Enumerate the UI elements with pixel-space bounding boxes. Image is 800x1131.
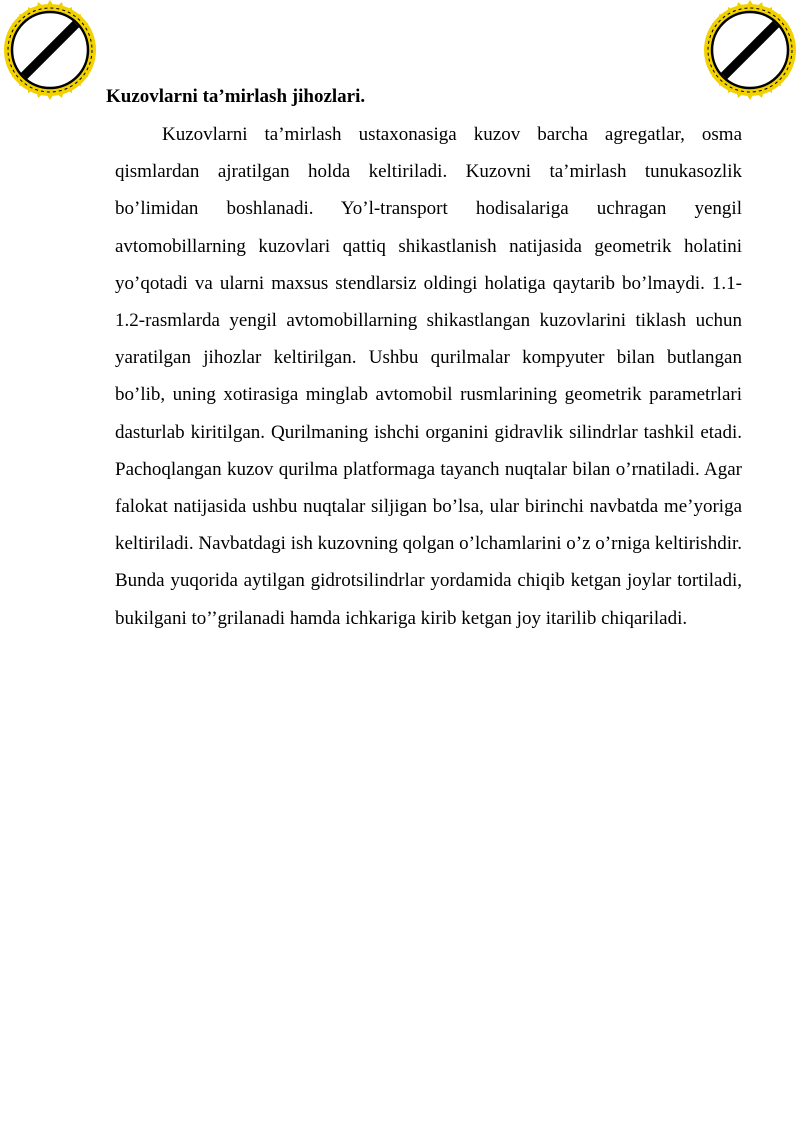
section-heading: Kuzovlarni ta’mirlash jihozlari. [106,86,366,107]
sticker-badge-left-icon [0,0,100,100]
body-paragraph: Kuzovlarni ta’mirlash ustaxonasiga kuzov barcha agregatlar, osma qismlardan ajratilgan holda keltiriladi. Kuzovni ta’mirlash tunukasozlik bo’limidan boshlanadi. Yo’l-transport hodisalariga uchragan yengil avtomobillarning kuzovlari qattiq shikastlanish natijasida geometrik holatini yo’qotadi va ularni maxsus stendlarsiz oldingi holatiga qaytarib bo’lmaydi. 1.1-1.2-rasmlarda yengil avtomobillarning shikastlangan kuzovlarini tiklash uchun yaratilgan jihozlar keltirilgan. Ushbu qurilmalar kompyuter bilan butlangan bo’lib, uning xotirasiga minglab avtomobil rusmlarining geometrik parametrlari dasturlab kiritilgan. Qurilmaning ishchi organini gidravlik silindrlar tashkil etadi. Pachoqlangan kuzov qurilma platformaga tayanch nuqtalar bilan o’rnatiladi. Agar falokat natijasida ushbu nuqtalar siljigan bo’lsa, ular birinchi navbatda me’yoriga keltiriladi. Navbatdagi ish kuzovning qolgan o’lchamlarini o’z o’rniga keltirishdir. Bunda yuqorida aytilgan gidrotsilindrlar yordamida chiqib ketgan joylar tortiladi, bukilgani to’’grilanadi hamda ichkariga kirib ketgan joy itarilib chiqariladi. [115,124,742,629]
sticker-badge-right-icon [700,0,800,100]
